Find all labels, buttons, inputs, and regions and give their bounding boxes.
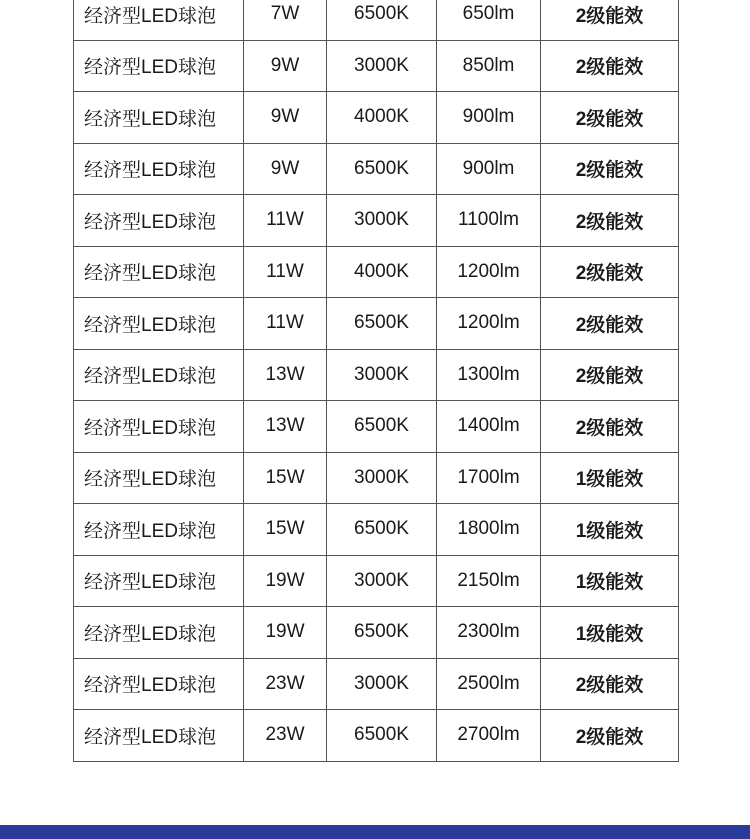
lumen-cell: 1200lm [437,246,541,298]
color-temp-cell: 4000K [327,92,437,144]
power-cell: 9W [244,92,327,144]
color-temp-cell: 6500K [327,504,437,556]
table-row [74,143,679,195]
table-row [74,40,679,92]
power-cell: 13W [244,349,327,401]
table-row [74,710,679,762]
table-row [74,0,679,40]
efficiency-grade-cell: 2级能效 [541,710,679,762]
table-row [74,246,679,298]
power-cell: 23W [244,658,327,710]
efficiency-grade-cell: 2级能效 [541,349,679,401]
lumen-cell: 2150lm [437,555,541,607]
lumen-cell: 900lm [437,92,541,144]
power-cell: 15W [244,452,327,504]
color-temp-cell: 6500K [327,143,437,195]
product-name-cell: 经济型LED球泡 [74,658,244,710]
color-temp-cell: 3000K [327,195,437,247]
table-row [74,504,679,556]
color-temp-cell: 3000K [327,452,437,504]
efficiency-grade-cell: 1级能效 [541,504,679,556]
power-cell: 7W [244,0,327,40]
efficiency-grade-cell: 2级能效 [541,298,679,350]
product-name-cell: 经济型LED球泡 [74,504,244,556]
lumen-cell: 1800lm [437,504,541,556]
table-row [74,92,679,144]
table-row [74,195,679,247]
product-name-cell: 经济型LED球泡 [74,710,244,762]
efficiency-grade-cell: 2级能效 [541,0,679,40]
power-cell: 9W [244,143,327,195]
color-temp-cell: 4000K [327,246,437,298]
footer-bar [0,825,750,839]
color-temp-cell: 3000K [327,555,437,607]
efficiency-grade-cell: 1级能效 [541,607,679,659]
table-row [74,555,679,607]
efficiency-grade-cell: 2级能效 [541,143,679,195]
product-name-cell: 经济型LED球泡 [74,40,244,92]
table-row [74,607,679,659]
lumen-cell: 850lm [437,40,541,92]
lumen-cell: 2500lm [437,658,541,710]
efficiency-grade-cell: 2级能效 [541,658,679,710]
power-cell: 13W [244,401,327,453]
product-name-cell: 经济型LED球泡 [74,555,244,607]
table-row [74,298,679,350]
power-cell: 11W [244,195,327,247]
product-name-cell: 经济型LED球泡 [74,246,244,298]
efficiency-grade-cell: 2级能效 [541,401,679,453]
lumen-cell: 2700lm [437,710,541,762]
power-cell: 11W [244,298,327,350]
product-name-cell: 经济型LED球泡 [74,143,244,195]
efficiency-grade-cell: 2级能效 [541,246,679,298]
product-name-cell: 经济型LED球泡 [74,349,244,401]
power-cell: 19W [244,555,327,607]
lumen-cell: 1100lm [437,195,541,247]
product-name-cell: 经济型LED球泡 [74,195,244,247]
color-temp-cell: 6500K [327,0,437,40]
lumen-cell: 650lm [437,0,541,40]
table-row [74,349,679,401]
power-cell: 23W [244,710,327,762]
color-temp-cell: 6500K [327,298,437,350]
power-cell: 9W [244,40,327,92]
lumen-cell: 1400lm [437,401,541,453]
lumen-cell: 1700lm [437,452,541,504]
spec-table [73,0,679,762]
lumen-cell: 1300lm [437,349,541,401]
product-name-cell: 经济型LED球泡 [74,607,244,659]
table-row [74,452,679,504]
product-name-cell: 经济型LED球泡 [74,401,244,453]
color-temp-cell: 3000K [327,658,437,710]
lumen-cell: 1200lm [437,298,541,350]
color-temp-cell: 3000K [327,349,437,401]
efficiency-grade-cell: 2级能效 [541,195,679,247]
power-cell: 15W [244,504,327,556]
efficiency-grade-cell: 1级能效 [541,452,679,504]
product-name-cell: 经济型LED球泡 [74,0,244,40]
color-temp-cell: 6500K [327,607,437,659]
color-temp-cell: 3000K [327,40,437,92]
lumen-cell: 2300lm [437,607,541,659]
efficiency-grade-cell: 2级能效 [541,92,679,144]
lumen-cell: 900lm [437,143,541,195]
product-name-cell: 经济型LED球泡 [74,298,244,350]
power-cell: 11W [244,246,327,298]
product-name-cell: 经济型LED球泡 [74,452,244,504]
efficiency-grade-cell: 2级能效 [541,40,679,92]
table-row [74,401,679,453]
color-temp-cell: 6500K [327,710,437,762]
power-cell: 19W [244,607,327,659]
table-row [74,658,679,710]
efficiency-grade-cell: 1级能效 [541,555,679,607]
product-name-cell: 经济型LED球泡 [74,92,244,144]
spec-table-body [74,0,679,761]
color-temp-cell: 6500K [327,401,437,453]
